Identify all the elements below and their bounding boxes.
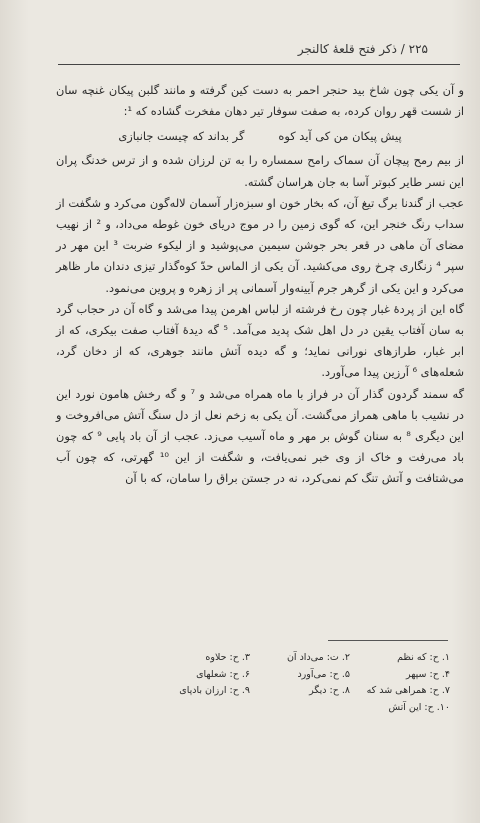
footnote-separator	[328, 640, 448, 641]
footnotes	[150, 650, 450, 716]
verse-hemistich-right: پیش پیکان من کی آید کوه	[278, 129, 402, 144]
page-body	[56, 80, 464, 490]
paragraph-1: و آن یکی چون شاخ بید حنجر احمر به دست کین گرفته و مانند گلبن پیکان غنچه سان از شست قهر روان کرده، به صفت سوفار تیر دهان مفخرت گشاده که ¹:	[56, 83, 464, 119]
footnote: ۱۰. ح: این آتش	[388, 701, 450, 713]
paragraph-5: گه سمند گردون گذار آن در فراز با ماه همراه می‌شد و ⁷ و گه رخش هامون نورد این در نشیب با ماهی همراز می‌گشت. آن یکی به زخم نعل از دل سنگ آتش می‌افروخت و این دیگری ⁸ به سنان گوش بر مهر و ماه آسیب می‌زد. عجب از آن باد پایی ⁹ که چون باد می‌رفت و خاک از وی خبر نمی‌یافت، و شگفت از این ¹⁰ گهرتی، که چون آب می‌شتافت و آتش تنگ کم نمی‌کرد، نه در جستن براق را سامان، که با آن	[56, 386, 465, 486]
footnote-row	[150, 700, 450, 717]
footnote-row	[150, 683, 450, 700]
footnote: ۲. ت: می‌داد آن	[286, 652, 350, 663]
footnote: ۸. ح: دیگر	[309, 685, 350, 696]
footnote: ۹. ح: ارزان بادپای	[179, 685, 250, 696]
footnote: ۷. ح: همراهی شد که	[366, 685, 450, 696]
footnote: ۳. ح: حلاوه	[205, 652, 250, 663]
paragraph-3: عجب از گندنا برگ تیغ آن، که بخار خون او سبزه‌زار آسمان لاله‌گون می‌کرد و شگفت از سداب رنگ خنجر این، که گوی زمین را در موج دریای خون غوطه می‌داد، و ² از نهیب مضای آن ماهی در قعر بحر جوشن سیمین می‌پوشید و از لیکوء ضربت ³ این مهر در سپر ⁴ زنگاری چرخ روی می‌کشید. آن یکی از الماس حدّ کوه‌گذار تیزی دندان مار ظاهر می‌کرد و این یکی از گرهر جرم آیینه‌وار آسمانی پر از زهره و پروین می‌نمود.	[56, 195, 465, 295]
footnote	[250, 700, 350, 717]
paragraph-2: از بیم رمح پیچان آن سماک رامح سمساره را به تن لرزان شده و از ترس خدنگ پران این نسر طایر کبوتر آسا به جان هراسان گشته.	[56, 153, 464, 189]
footnote	[150, 700, 250, 717]
footnote: ۶. ح: شعلهای	[196, 668, 250, 680]
footnote: ۱. ح: که نظم	[397, 652, 450, 663]
footnote: ۴. ح: سپهر	[406, 668, 450, 680]
footnote-row	[150, 650, 450, 667]
paragraph-4: گاه این از پردهٔ غبار چون رخ فرشته از لباس اهرمن پیدا می‌شد و گاه آن در حجاب گرد به سان آفتاب یقین در دل اهل شک پدید می‌آمد. ⁵ گه دیدهٔ آفتاب صفت بیکری، که از ابر غبار، طراز‌های نورانی نماید؛ و گه دیده آتش مانند جوهری، که از دخان گرد، شعله‌های ⁶ آرزین پیدا می‌آورد.	[56, 301, 464, 380]
footnote: ۵. ح: می‌آورد	[297, 668, 350, 680]
footnote-row	[150, 667, 450, 684]
verse	[56, 124, 464, 148]
verse-hemistich-left: گر بداند که چیست جانبازی	[118, 129, 245, 144]
running-header: ۲۲۵ / ذکر فتح قلعهٔ کالنجر	[297, 42, 428, 56]
header-rule	[58, 64, 460, 65]
